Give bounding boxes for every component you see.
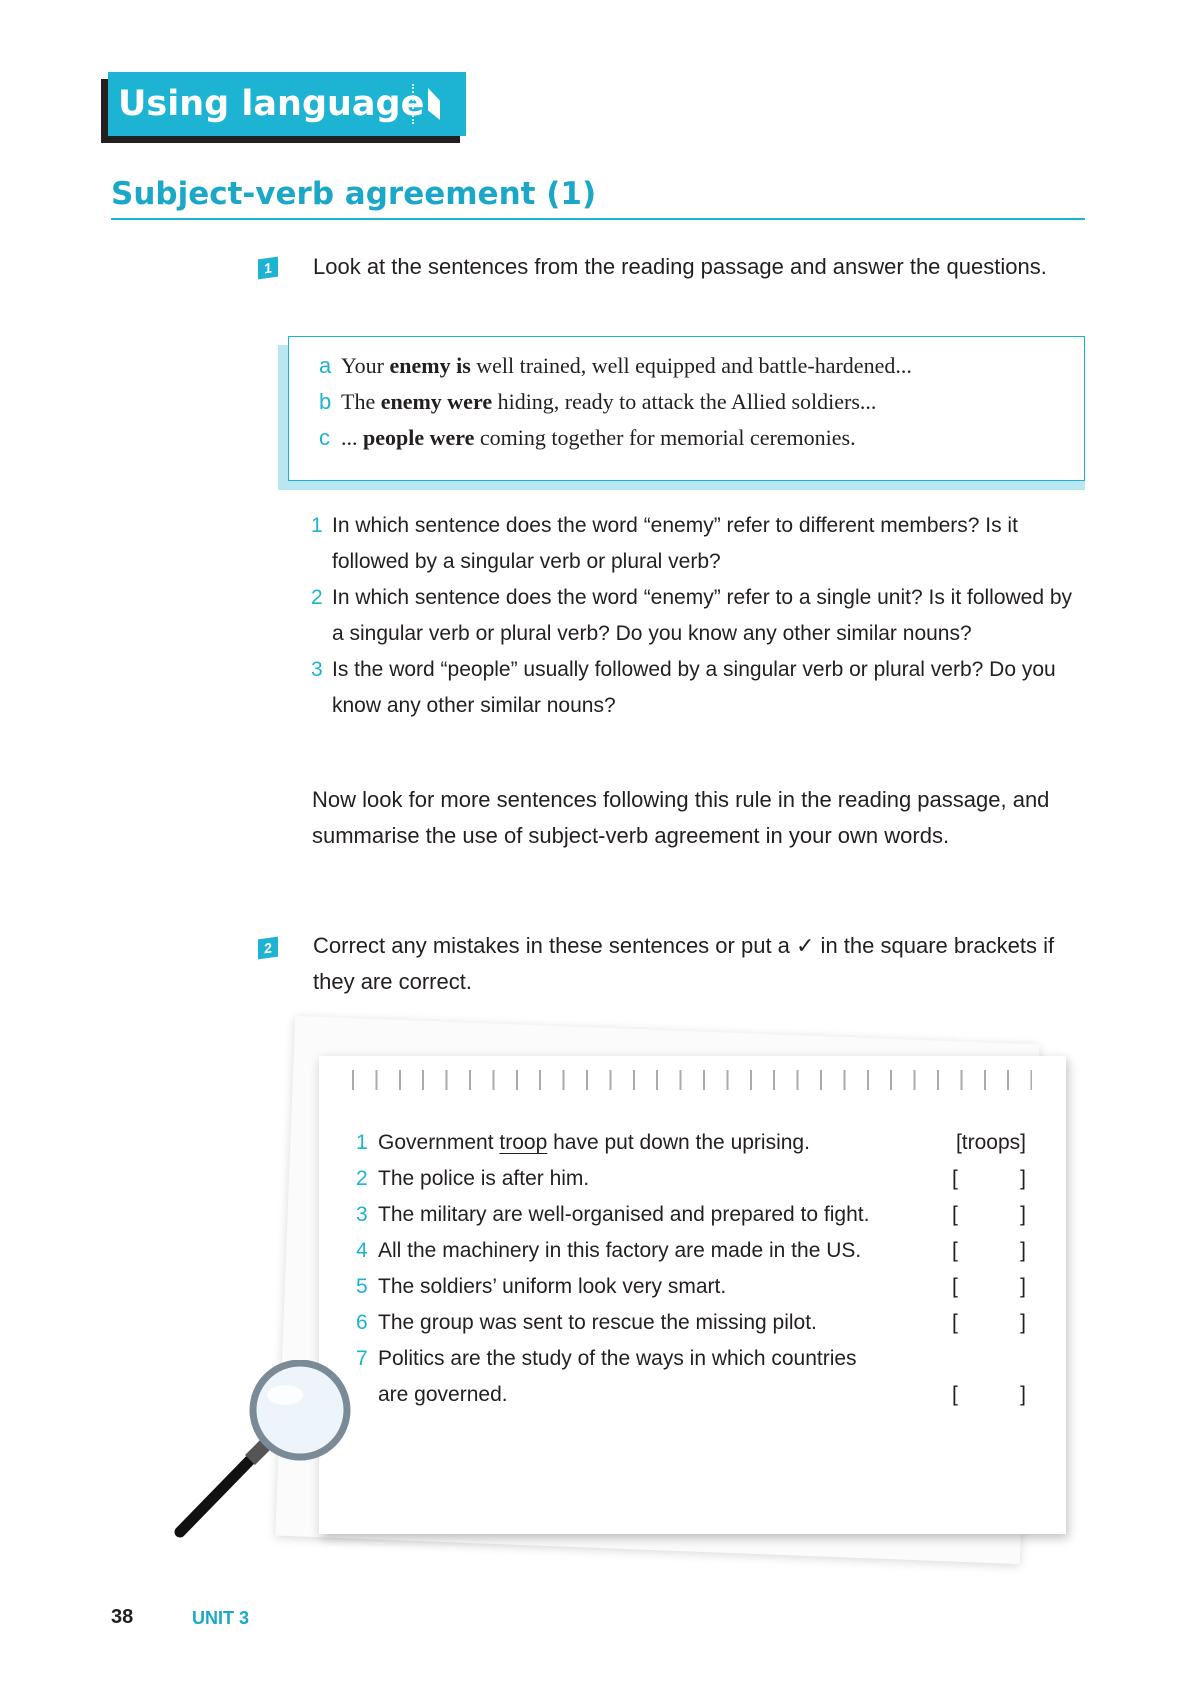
banner-title: Using language <box>118 84 425 124</box>
answer-bracket[interactable] <box>952 1161 1026 1197</box>
sentence-text: Your <box>341 353 390 378</box>
item-text-part: The soldiers’ uniform look very smart. <box>378 1275 727 1298</box>
item-text <box>378 1125 810 1161</box>
question-item <box>311 580 1081 652</box>
sentence-letter: b <box>319 389 332 414</box>
sentence-letter: a <box>319 353 332 378</box>
bracket-close: ] <box>1020 1239 1026 1262</box>
section-title: Subject-verb agreement (1) <box>111 176 597 212</box>
item-number: 2 <box>356 1167 368 1190</box>
sentence-text: well trained, well equipped and battle-hardened... <box>470 353 912 378</box>
item-text-part: All the machinery in this factory are made in the US. <box>378 1239 862 1262</box>
answer-bracket[interactable] <box>952 1377 1026 1413</box>
ruler-ticks <box>352 1070 1032 1090</box>
sentence-text: ... <box>341 425 363 450</box>
item-text-line2: are governed. <box>378 1383 508 1406</box>
sentence-letter: c <box>319 425 330 450</box>
bracket-close: ] <box>1020 1275 1026 1298</box>
item-text <box>378 1269 726 1305</box>
sentence-bold: people were <box>363 425 475 450</box>
exercise-item <box>356 1305 1036 1341</box>
sentence-text: The <box>341 389 381 414</box>
item-text <box>378 1161 589 1197</box>
question-text: Is the word “people” usually followed by a singular verb or plural verb? Do you know any other similar nouns? <box>332 658 1056 717</box>
bracket-close: ] <box>1020 1311 1026 1334</box>
bracket-close: ] <box>1020 1167 1026 1190</box>
item-number: 6 <box>356 1311 368 1334</box>
item-text-part: The military are well-organised and prepared to fight. <box>378 1203 870 1226</box>
item-text-part: Government <box>378 1131 500 1154</box>
item-text-part: Politics are the study of the ways in which countries <box>378 1347 857 1370</box>
sentence-line <box>319 353 912 379</box>
item-number: 1 <box>356 1131 368 1154</box>
bracket-open: [ <box>952 1167 958 1190</box>
answer-bracket[interactable] <box>952 1269 1026 1305</box>
sentence-text: coming together for memorial ceremonies. <box>474 425 856 450</box>
answer-text: [troops] <box>955 1131 1026 1154</box>
bookmark-icon <box>428 88 440 120</box>
page-number: 38 <box>111 1606 134 1628</box>
item-text <box>378 1197 869 1233</box>
bracket-open: [ <box>952 1239 958 1262</box>
bracket-open: [ <box>952 1203 958 1226</box>
sentence-line <box>319 425 856 451</box>
bracket-close: ] <box>1020 1383 1026 1406</box>
question-list <box>311 508 1081 724</box>
exercise-item <box>356 1197 1036 1233</box>
magnifying-glass-icon <box>160 1360 360 1550</box>
sentence-bold: enemy is <box>389 353 471 378</box>
item-number: 5 <box>356 1275 368 1298</box>
item-text <box>378 1305 817 1341</box>
exercise-item <box>356 1341 1036 1413</box>
item-text <box>378 1233 861 1269</box>
question-number: 3 <box>311 658 323 681</box>
question-text: In which sentence does the word “enemy” refer to a single unit? Is it followed by a singular verb or plural verb? Do you know any other similar nouns? <box>332 586 1073 645</box>
item-number: 4 <box>356 1239 368 1262</box>
item-number: 3 <box>356 1203 368 1226</box>
bracket-open: [ <box>952 1311 958 1334</box>
question-number: 1 <box>311 514 323 537</box>
exercise-item <box>356 1269 1036 1305</box>
answer-bracket[interactable] <box>952 1197 1026 1233</box>
sentence-bold: enemy were <box>380 389 493 414</box>
exercise-1-instruction: Look at the sentences from the reading passage and answer the questions. <box>313 254 1047 279</box>
exercise-item <box>356 1125 1036 1161</box>
item-text <box>378 1341 857 1377</box>
section-banner <box>108 72 466 136</box>
answer-bracket[interactable] <box>952 1305 1026 1341</box>
exercise-1-number-icon: 1 <box>258 257 278 280</box>
exercise-2-instruction: Correct any mistakes in these sentences or put a ✓ in the square brackets if they are correct. <box>313 933 1055 994</box>
item-text-part: The police is after him. <box>378 1167 590 1190</box>
item-number: 7 <box>356 1347 368 1370</box>
item-text-part: The group was sent to rescue the missing pilot. <box>378 1311 817 1334</box>
exercise-item <box>356 1233 1036 1269</box>
banner-divider <box>412 84 414 124</box>
question-item <box>311 652 1081 724</box>
question-text: In which sentence does the word “enemy” refer to different members? Is it followed by a singular verb or plural verb? <box>332 514 1018 573</box>
title-rule <box>111 218 1085 220</box>
question-item <box>311 508 1081 580</box>
bracket-close: ] <box>1020 1203 1026 1226</box>
answer-bracket[interactable] <box>952 1233 1026 1269</box>
bracket-open: [ <box>952 1383 958 1406</box>
item-underlined-word: troop <box>499 1131 548 1154</box>
exercise-item <box>356 1161 1036 1197</box>
question-number: 2 <box>311 586 323 609</box>
sentence-text: hiding, ready to attack the Allied soldiers... <box>492 389 877 414</box>
bracket-open: [ <box>952 1275 958 1298</box>
unit-label: UNIT 3 <box>192 1608 250 1628</box>
item-text-part: have put down the uprising. <box>547 1131 810 1154</box>
sentence-line <box>319 389 876 415</box>
follow-up-instruction: Now look for more sentences following this rule in the reading passage, and summarise the use of subject-verb agreement in your own words. <box>312 787 1050 848</box>
exercise-2-number-icon: 2 <box>258 937 278 960</box>
